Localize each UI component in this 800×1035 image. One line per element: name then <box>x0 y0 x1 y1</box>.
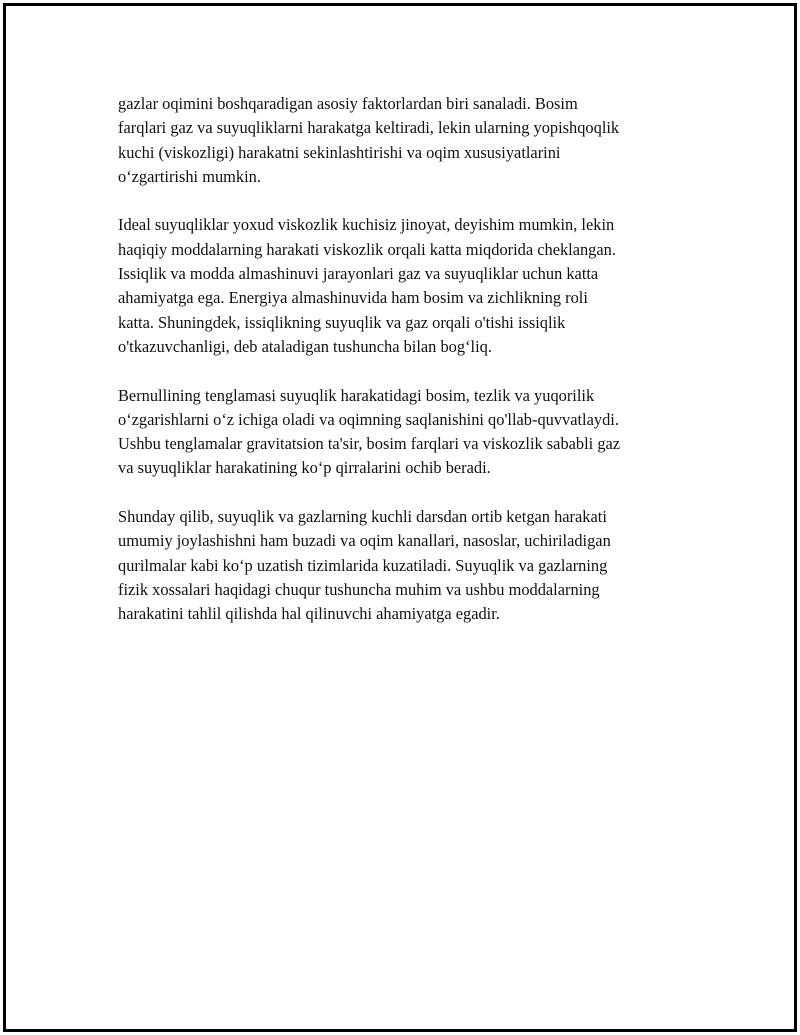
paragraph-4: Shunday qilib, suyuqlik va gazlarning kuchli darsdan ortib ketgan harakati umumiy joylashishni ham buzadi va oqim kanallari, nasoslar, uchiriladigan qurilmalar kabi ko‘p uzatish tizimlarida kuzatiladi. Suyuqlik va gazlarning fizik xossalari haqidagi chuqur tushuncha muhim va ushbu moddalarning harakatini tahlil qilishda hal qilinuvchi ahamiyatga egadir. <box>118 507 611 624</box>
document-body <box>118 92 708 651</box>
paragraph-2: Ideal suyuqliklar yoxud viskozlik kuchisiz jinoyat, deyishim mumkin, lekin haqiqiy moddalarning harakati viskozlik orqali katta miqdorida cheklangan. Issiqlik va modda almashinuvi jarayonlari gaz va suyuqliklar uchun katta ahamiyatga ega. Energiya almashinuvida ham bosim va zichlikning roli katta. Shuningdek, issiqlikning suyuqlik va gaz orqali o'tishi issiqlik o'tkazuvchanligi, deb ataladigan tushuncha bilan bog‘liq. <box>118 215 616 356</box>
paragraph-1: gazlar oqimini boshqaradigan asosiy faktorlardan biri sanaladi. Bosim farqlari gaz va suyuqliklarni harakatga keltiradi, lekin ularning yopishqoqlik kuchi (viskozligi) harakatni sekinlashtirishi va oqim xususiyatlarini o‘zgartirishi mumkin. <box>118 94 620 186</box>
paragraph-3: Bernullining tenglamasi suyuqlik harakatidagi bosim, tezlik va yuqorilik o‘zgarishlarni o‘z ichiga oladi va oqimning saqlanishini qo'llab-quvvatlaydi. Ushbu tenglamalar gravitatsion ta'sir, bosim farqlari va viskozlik sababli gaz va suyuqliklar harakatining ko‘p qirralarini ochib beradi. <box>118 385 621 478</box>
